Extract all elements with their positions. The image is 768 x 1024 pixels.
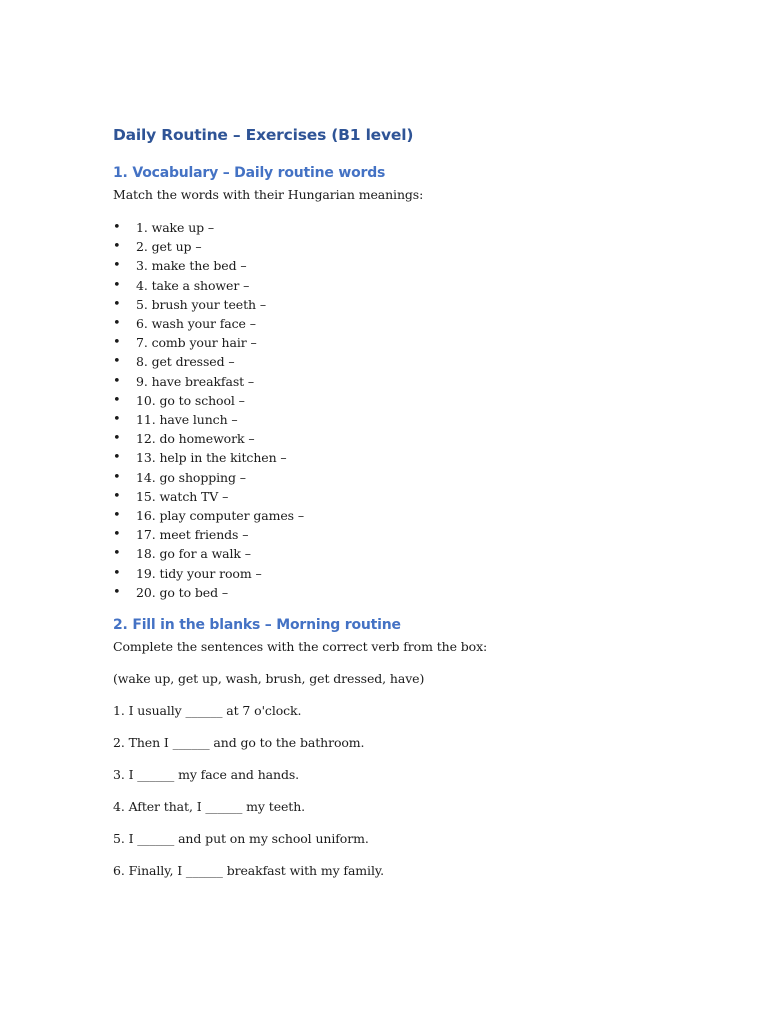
bullet-icon: • <box>113 412 121 428</box>
document-title: Daily Routine – Exercises (B1 level) <box>113 126 414 144</box>
list-item: • 20. go to bed – <box>113 583 673 602</box>
list-item: • 4. take a shower – <box>113 276 673 295</box>
bullet-icon: • <box>113 508 121 524</box>
list-item: • 13. help in the kitchen – <box>113 448 673 467</box>
bullet-icon: • <box>113 527 121 543</box>
bullet-icon: • <box>113 373 121 389</box>
bullet-icon: • <box>113 546 121 562</box>
bullet-icon: • <box>113 469 121 485</box>
list-item: • 11. have lunch – <box>113 410 673 429</box>
list-item: • 10. go to school – <box>113 391 673 410</box>
section-1-heading: 1. Vocabulary – Daily routine words <box>113 165 386 181</box>
list-item: • 7. comb your hair – <box>113 333 673 352</box>
list-item: • 12. do homework – <box>113 429 673 448</box>
sentence: 3. I ______ my face and hands. <box>113 767 300 783</box>
list-item: • 14. go shopping – <box>113 468 673 487</box>
sentence: 1. I usually ______ at 7 o'clock. <box>113 703 302 719</box>
bullet-icon: • <box>113 335 121 351</box>
sentence: 4. After that, I ______ my teeth. <box>113 799 306 815</box>
list-item: • 18. go for a walk – <box>113 544 673 563</box>
bullet-icon: • <box>113 316 121 332</box>
section-1-instruction: Match the words with their Hungarian meanings: <box>113 187 424 202</box>
section-2-instruction: Complete the sentences with the correct verb from the box: <box>113 639 488 655</box>
bullet-icon: • <box>113 392 121 408</box>
list-item: • 3. make the bed – <box>113 256 673 275</box>
list-item: • 8. get dressed – <box>113 352 673 371</box>
bullet-icon: • <box>113 565 121 581</box>
list-item: • 6. wash your face – <box>113 314 673 333</box>
bullet-icon: • <box>113 354 121 370</box>
bullet-icon: • <box>113 277 121 293</box>
list-item: • 19. tidy your room – <box>113 564 673 583</box>
sentence: 2. Then I ______ and go to the bathroom. <box>113 735 365 751</box>
list-item: • 5. brush your teeth – <box>113 295 673 314</box>
bullet-icon: • <box>113 450 121 466</box>
bullet-icon: • <box>113 239 121 255</box>
section-2-heading: 2. Fill in the blanks – Morning routine <box>113 617 401 634</box>
word-box: (wake up, get up, wash, brush, get dressed, have) <box>113 671 425 687</box>
bullet-icon: • <box>113 488 121 504</box>
list-item: • 2. get up – <box>113 237 673 256</box>
bullet-icon: • <box>113 296 121 312</box>
vocabulary-list <box>113 218 673 602</box>
sentence: 5. I ______ and put on my school uniform. <box>113 831 369 847</box>
sentence: 6. Finally, I ______ breakfast with my family. <box>113 863 385 879</box>
bullet-icon: • <box>113 220 121 235</box>
list-item: • 1. wake up – <box>113 218 673 237</box>
list-item: • 9. have breakfast – <box>113 372 673 391</box>
bullet-icon: • <box>113 258 121 274</box>
list-item: • 16. play computer games – <box>113 506 673 525</box>
bullet-icon: • <box>113 584 121 600</box>
list-item: • 15. watch TV – <box>113 487 673 506</box>
list-item: • 17. meet friends – <box>113 525 673 544</box>
bullet-icon: • <box>113 431 121 447</box>
document-page <box>113 124 673 880</box>
